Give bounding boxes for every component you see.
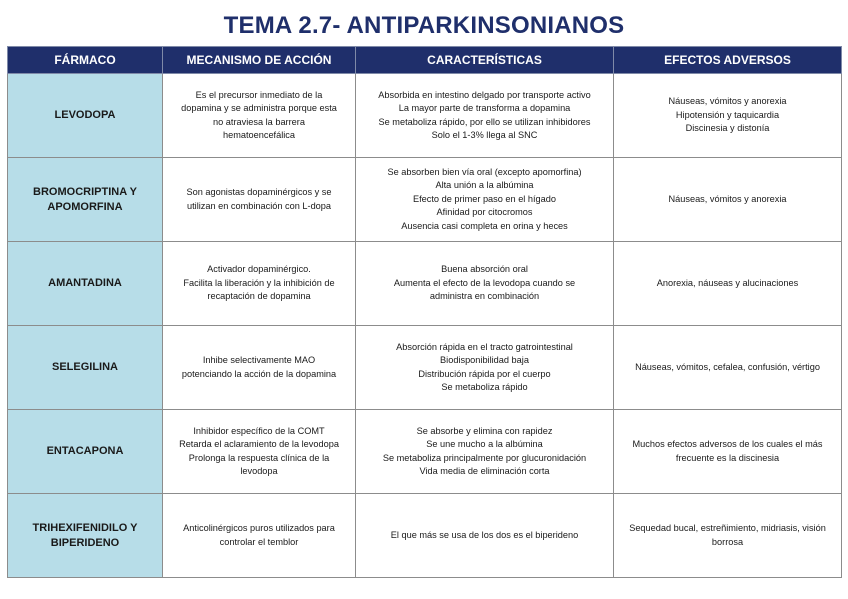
cell-text-line: Retarda el aclaramiento de la levodopa [179, 439, 339, 449]
drug-name-cell [8, 74, 163, 158]
characteristics-cell [356, 326, 614, 410]
drug-name-cell [8, 242, 163, 326]
cell-text-line: La mayor parte de transforma a dopamina [398, 103, 571, 113]
header-mecanismo: MECANISMO DE ACCIÓN [163, 47, 356, 74]
drug-name-cell [8, 410, 163, 494]
mechanism-cell [163, 326, 356, 410]
cell-text-line: BIPERIDENO [50, 536, 120, 549]
cell-text-line: Náuseas, vómitos, cefalea, confusión, vértigo [635, 361, 820, 372]
cell-text-line: Ausencia casi completa en orina y heces [401, 220, 568, 231]
drug-table [7, 46, 842, 578]
cell-text-line: AMANTADINA [48, 277, 122, 289]
cell-text-line: Prolonga la respuesta clínica de la [188, 452, 330, 463]
cell-text-line: Hipotensión y taquicardia [675, 109, 780, 120]
cell-text-line: frecuente es la discinesia [675, 452, 780, 463]
cell-text-line: Se metaboliza rápido [441, 382, 528, 392]
adverse-effects-cell [614, 242, 842, 326]
cell-text-line: potenciando la acción de la dopamina [181, 368, 337, 379]
cell-text-line: Se absorbe y elimina con rapidez [416, 425, 553, 436]
table-row [8, 326, 842, 410]
adverse-effects-cell [614, 158, 842, 242]
cell-text-line: Alta unión a la albúmina [435, 180, 534, 191]
cell-text-line: TRIHEXIFENIDILO Y [32, 521, 138, 534]
table-header-row [8, 47, 842, 74]
table-body [8, 74, 842, 578]
characteristics-cell [356, 74, 614, 158]
mechanism-cell [163, 158, 356, 242]
cell-text-line: borrosa [711, 536, 744, 547]
adverse-effects-cell [614, 74, 842, 158]
cell-text-line: Discinesia y distonía [685, 123, 770, 134]
characteristics-cell [356, 242, 614, 326]
table-row [8, 410, 842, 494]
cell-text-line: Aumenta el efecto de la levodopa cuando se [393, 277, 576, 288]
characteristics-cell [356, 158, 614, 242]
mechanism-cell [163, 410, 356, 494]
cell-text-line: Efecto de primer paso en el hígado [412, 193, 556, 204]
cell-text-line: Distribución rápida por el cuerpo [418, 368, 551, 379]
cell-text-line: levodopa [240, 466, 278, 476]
cell-text-line: APOMORFINA [47, 200, 123, 213]
cell-text-line: dopamina y se administra porque esta [181, 103, 337, 113]
table-row [8, 242, 842, 326]
header-farmaco: FÁRMACO [8, 47, 163, 74]
cell-text-line: Biodisponibilidad baja [440, 355, 529, 365]
cell-text-line: Náuseas, vómitos y anorexia [668, 96, 787, 107]
cell-text-line: ENTACAPONA [46, 445, 124, 457]
cell-text-line: Anorexia, náuseas y alucinaciones [656, 277, 799, 288]
cell-text-line: Buena absorción oral [441, 264, 528, 275]
cell-text-line: Vida media de eliminación corta [419, 466, 550, 476]
cell-text-line: Inhibe selectivamente MAO [202, 355, 316, 365]
cell-text-line: El que más se usa de los dos es el biperideno [390, 529, 579, 540]
characteristics-cell [356, 410, 614, 494]
adverse-effects-cell [614, 494, 842, 578]
cell-text-line: administra en combinación [429, 291, 540, 302]
cell-text-line: SELEGILINA [51, 361, 118, 373]
mechanism-cell [163, 74, 356, 158]
mechanism-cell [163, 494, 356, 578]
table-row [8, 158, 842, 242]
cell-text-line: Absorción rápida en el tracto gatrointestinal [396, 341, 573, 352]
cell-text-line: controlar el temblor [219, 536, 299, 547]
cell-text-line: Activador dopaminérgico. [207, 264, 311, 275]
adverse-effects-cell [614, 326, 842, 410]
characteristics-cell [356, 494, 614, 578]
header-caracteristicas: CARACTERÍSTICAS [356, 47, 614, 74]
page-title: TEMA 2.7- ANTIPARKINSONIANOS [223, 12, 625, 39]
mechanism-cell [163, 242, 356, 326]
cell-text-line: Sequedad bucal, estreñimiento, midriasis, visión [629, 523, 826, 533]
cell-text-line: Facilita la liberación y la inhibición de [183, 277, 335, 288]
drug-name-cell [8, 326, 163, 410]
cell-text-line: Muchos efectos adversos de los cuales el más [632, 439, 823, 449]
cell-text-line: Anticolinérgicos puros utilizados para [183, 523, 335, 533]
drug-name-cell [8, 494, 163, 578]
cell-text-line: recaptación de dopamina [207, 291, 311, 302]
table-row [8, 494, 842, 578]
cell-text-line: BROMOCRIPTINA Y [33, 185, 137, 198]
cell-text-line: LEVODOPA [54, 109, 116, 121]
cell-text-line: Solo el 1-3% llega al SNC [431, 130, 538, 140]
cell-text-line: Se une mucho a la albúmina [426, 439, 543, 449]
cell-text-line: Se metaboliza rápido, por ello se utilizan inhibidores [378, 116, 591, 127]
cell-text-line: Afinidad por citocromos [436, 207, 533, 218]
cell-text-line: Se metaboliza principalmente por glucuronidación [382, 452, 587, 463]
adverse-effects-cell [614, 410, 842, 494]
cell-text-line: no atraviesa la barrera [213, 116, 305, 127]
cell-text-line: Son agonistas dopaminérgicos y se [186, 187, 332, 197]
table-row [8, 74, 842, 158]
cell-text-line: hematoencefálica [222, 130, 295, 140]
header-efectos: EFECTOS ADVERSOS [614, 47, 842, 74]
cell-text-line: Absorbida en intestino delgado por transporte activo [378, 89, 591, 100]
cell-text-line: Náuseas, vómitos y anorexia [668, 193, 787, 204]
drug-name-cell [8, 158, 163, 242]
cell-text-line: Inhibidor específico de la COMT [193, 425, 325, 436]
cell-text-line: Se absorben bien vía oral (excepto apomorfina) [387, 166, 582, 177]
cell-text-line: Es el precursor inmediato de la [195, 89, 323, 100]
cell-text-line: utilizan en combinación con L-dopa [186, 200, 332, 211]
